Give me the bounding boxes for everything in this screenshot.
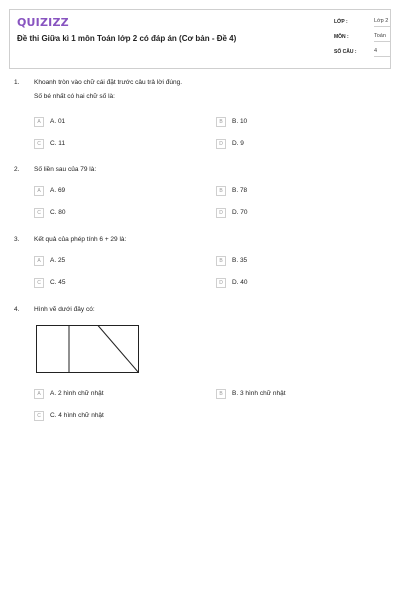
option-1d[interactable] [216,139,366,150]
question-number: 3. [14,236,20,243]
worksheet-meta [334,16,389,61]
option-letter-box: C [34,208,44,218]
meta-class-label: LỚP : [334,19,348,25]
option-letter-box: B [216,389,226,399]
option-letter-box: C [34,139,44,149]
option-2d[interactable] [216,208,366,219]
option-text: D. 9 [232,140,244,147]
quizizz-logo: QUIZIZZ [17,16,69,29]
question-number: 4. [14,306,20,313]
question-text: Hình vẽ dưới đây có: [34,306,95,313]
option-letter-box: B [216,186,226,196]
option-1b[interactable] [216,117,366,128]
option-text: C. 45 [50,279,66,286]
option-letter-box: D [216,208,226,218]
meta-subject-row [334,31,386,46]
option-letter-box: B [216,117,226,127]
worksheet-header [9,9,391,69]
option-text: A. 2 hình chữ nhật [50,390,104,397]
meta-count-row [334,46,386,61]
option-text: B. 35 [232,257,248,264]
question-text: Kết quả của phép tính 6 + 29 là: [34,236,127,243]
question-subtext: Số bé nhất có hai chữ số là: [34,93,115,100]
option-4b[interactable] [216,389,386,400]
meta-count-label: SỐ CÂU : [334,49,357,55]
option-letter-box: A [34,256,44,266]
option-3a[interactable] [34,256,184,267]
meta-class-row [334,16,389,31]
option-4c[interactable] [34,411,204,422]
option-3d[interactable] [216,278,366,289]
option-text: B. 10 [232,118,248,125]
option-3b[interactable] [216,256,366,267]
meta-subject-value: Toán [374,33,390,42]
option-1a[interactable] [34,117,184,128]
option-text: B. 78 [232,187,248,194]
option-text: A. 25 [50,257,66,264]
option-2b[interactable] [216,186,366,197]
question-number: 2. [14,166,20,173]
option-letter-box: B [216,256,226,266]
figure-outer-rectangle [37,326,139,373]
option-letter-box: D [216,278,226,288]
question-number: 1. [14,79,20,86]
option-text: B. 3 hình chữ nhật [232,390,286,397]
question-text: Số liền sau của 79 là: [34,166,97,173]
option-4a[interactable] [34,389,204,400]
option-text: D. 40 [232,279,248,286]
meta-count-value: 4 [374,48,390,57]
question-text: Khoanh tròn vào chữ cái đặt trước câu trả lời đúng. [34,79,183,86]
meta-class-value: Lớp 2 [374,18,390,27]
option-3c[interactable] [34,278,184,289]
option-1c[interactable] [34,139,184,150]
option-text: C. 80 [50,209,66,216]
option-text: C. 11 [50,140,66,147]
worksheet-title: Đề thi Giữa kì 1 môn Toán lớp 2 có đáp án (Cơ bản - Đề 4) [17,34,237,43]
option-letter-box: C [34,278,44,288]
option-text: C. 4 hình chữ nhật [50,412,104,419]
option-text: A. 69 [50,187,66,194]
option-text: D. 70 [232,209,248,216]
option-2c[interactable] [34,208,184,219]
rectangle-figure [36,325,140,375]
option-letter-box: A [34,186,44,196]
option-text: A. 01 [50,118,66,125]
option-2a[interactable] [34,186,184,197]
figure-diagonal-line [98,326,139,373]
meta-subject-label: MÔN : [334,34,349,40]
option-letter-box: D [216,139,226,149]
option-letter-box: A [34,389,44,399]
option-letter-box: A [34,117,44,127]
option-letter-box: C [34,411,44,421]
